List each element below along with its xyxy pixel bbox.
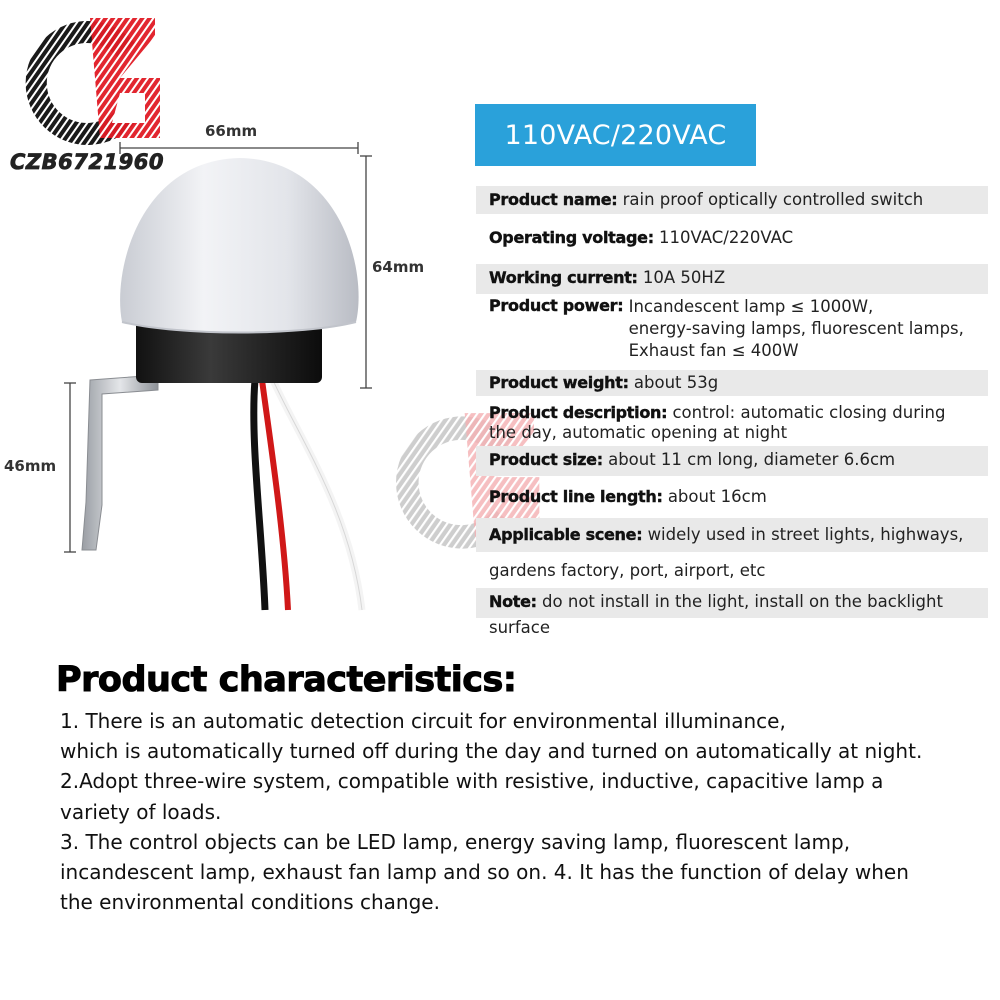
bracket-dimension-label: 46mm [4,457,57,475]
spec-key: Product weight: [489,373,629,392]
spec-key: Working current: [489,268,638,287]
spec-key: Product power: [489,296,624,315]
spec-value: widely used in street lights, highways, [647,525,964,544]
characteristics-title: Product characteristics: [56,660,517,700]
spec-value: about 11 cm long, diameter 6.6cm [608,450,896,469]
spec-row-applicable-scene [476,518,988,552]
spec-value: about 16cm [667,487,767,506]
spec-key: Product name: [489,190,618,209]
height-dimension-label: 64mm [372,258,425,276]
width-dimension-label: 66mm [205,122,258,140]
spec-row-note-continued [476,618,988,640]
spec-value: do not install in the light, install on the backlight [542,592,943,611]
spec-row-product-name [476,186,988,214]
characteristics-line: 1. There is an automatic detection circuit for environmental illuminance, [60,709,786,733]
spec-value-line: Incandescent lamp ≤ 1000W, [628,297,874,316]
spec-row-applicable-scene-continued [476,561,988,585]
spec-key: Product line length: [489,487,663,506]
spec-value-line: Exhaust fan ≤ 400W [628,341,799,360]
spec-key: Product size: [489,450,603,469]
spec-key: Operating voltage: [489,228,654,247]
photo-switch-image [0,110,470,630]
spec-key: Product description: [489,403,668,422]
characteristics-line: incandescent lamp, exhaust fan lamp and so on. 4. It has the function of delay when [60,860,909,885]
spec-value-continued: surface [489,618,550,637]
spec-row-line-length [476,487,988,513]
voltage-banner: 110VAC/220VAC [475,104,756,166]
spec-row-product-weight [476,370,988,396]
spec-row-product-description [476,403,988,445]
characteristics-line: 3. The control objects can be LED lamp, energy saving lamp, fluorescent lamp, [60,829,851,854]
spec-value: 10A 50HZ [642,268,726,287]
spec-value: 110VAC/220VAC [659,228,794,247]
spec-row-product-size [476,446,988,476]
brand-name: CZB6721960 [10,150,164,174]
spec-row-working-current [476,264,988,294]
spec-key: Applicable scene: [489,525,643,544]
characteristics-line: 2.Adopt three-wire system, compatible with resistive, inductive, capacitive lamp a [60,769,884,794]
spec-value: control: automatic closing during [672,403,946,422]
spec-value-line: energy-saving lamps, fluorescent lamps, [628,319,964,338]
spec-value-continued: the day, automatic opening at night [489,423,788,442]
spec-row-product-power [476,296,988,364]
characteristics-line: the environmental conditions change. [60,890,440,915]
spec-value-continued: gardens factory, port, airport, etc [489,561,766,580]
spec-row-operating-voltage [476,228,988,256]
characteristics-body [60,706,980,917]
spec-value: rain proof optically controlled switch [622,190,924,209]
spec-key: Note: [489,592,537,611]
spec-value: about 53g [633,373,719,392]
characteristics-line: which is automatically turned off during the day and turned on automatically at night. [60,739,923,764]
spec-row-note [476,588,988,618]
characteristics-line: variety of loads. [60,799,222,824]
